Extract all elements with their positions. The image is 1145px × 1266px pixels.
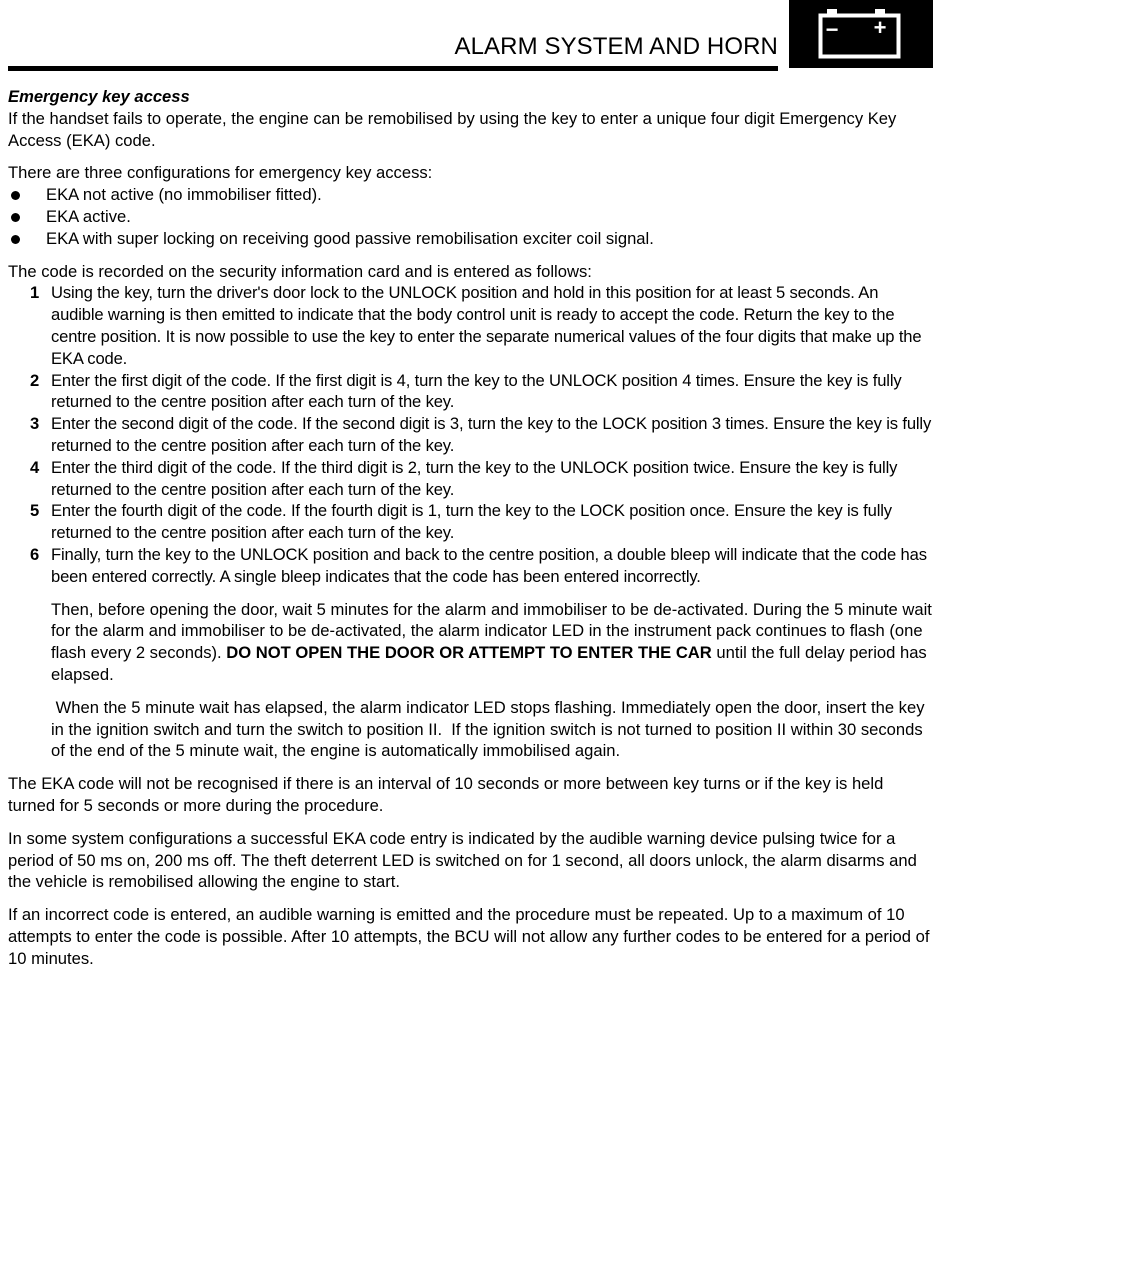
step-text: Enter the fourth digit of the code. If the fourth digit is 1, turn the key to the LOCK position once. Ensure the key is fully returned to the centre position after each turn of the key. [51,501,892,543]
steps-block [8,261,932,588]
list-item: EKA with super locking on receiving good passive remobilisation exciter coil signal. [8,228,932,250]
step-text: Enter the second digit of the code. If the second digit is 3, turn the key to the LOCK position 3 times. Ensure the key is fully returned to the centre position after each turn of the key. [51,414,932,455]
step-number: 3 [30,414,40,434]
step-item [8,500,932,544]
bullet-icon [11,213,20,222]
step-number: 6 [30,544,40,564]
config-block [8,162,932,249]
intro-paragraph: If the handset fails to operate, the engine can be remobilised by using the key to enter a unique four digit Emergency Key Access (EKA) code. [8,108,897,150]
step-item [8,282,932,369]
section-block [8,86,932,151]
elapsed-paragraph: When the 5 minute wait has elapsed, the alarm indicator LED stops flashing. Immediately open the door, insert the key in the ignition switch and turn the switch to position II. If the ignition switch is not turned to position II within 30 seconds of the end of the 5 minute wait, the engine is automatically immobilised again. [51,697,930,761]
list-item: EKA active. [8,206,932,228]
step-item [8,544,932,588]
interval-note: The EKA code will not be recognised if there is an interval of 10 seconds or more between key turns or if the key is held turned for 5 seconds or more during the procedure. [8,774,884,815]
step-item [8,370,932,414]
config-intro: There are three configurations for emergency key access: [8,163,433,183]
door-warning: DO NOT OPEN THE DOOR OR ATTEMPT TO ENTER THE CAR [226,643,712,663]
wait-paragraph: Then, before opening the door, wait 5 minutes for the alarm and immobiliser to be de-activated. During the 5 minute wait for the alarm and immobiliser to be de-activated, the alarm indicator LED in the instrument pack continues to flash (one flash every 2 seconds). DO NOT OPEN THE DOOR OR ATTEMPT TO ENTER THE CAR until the full delay period has elapsed. [51,599,932,684]
step-number: 2 [30,370,40,390]
bullet-icon [11,235,20,244]
list-item: EKA not active (no immobiliser fitted). [8,184,932,206]
step-number: 4 [30,457,40,477]
battery-plus-sign: + [873,15,887,40]
battery-minus-sign: − [825,17,839,42]
section-heading: Emergency key access [8,87,190,106]
bullet-icon [11,191,20,200]
steps-list [8,282,932,587]
page-title: ALARM SYSTEM AND HORN [454,33,778,60]
step-item [8,457,932,501]
step-number: 5 [30,501,40,521]
step-text: Enter the third digit of the code. If the third digit is 2, turn the key to the UNLOCK position twice. Ensure the key is fully returned to the centre position after each turn of the key. [51,457,898,499]
battery-icon [817,6,903,60]
config-list [8,184,932,249]
step-text: Finally, turn the key to the UNLOCK position and back to the centre position, a double bleep will indicate that the code has been entered correctly. A single bleep indicates that the code has been entered incorrectly. [51,544,927,586]
success-note: In some system configurations a successful EKA code entry is indicated by the audible warning device pulsing twice for a period of 50 ms on, 200 ms off. The theft deterrent LED is switched on for 1 second, all doors unlock, the alarm disarms and the vehicle is remobilised allowing the engine to start. [8,828,917,892]
header-rule [8,66,778,71]
step-text: Using the key, turn the driver's door lock to the UNLOCK position and hold in this position for at least 5 seconds. An audible warning is then emitted to indicate that the body control unit is ready to accept the code. Return the key to the centre position. It is now possible to use the key to enter the separate numerical values of the four digits that make up the EKA code. [51,283,922,368]
incorrect-code-note: If an incorrect code is entered, an audible warning is emitted and the procedure must be repeated. Up to a maximum of 10 attempts to enter the code is possible. After 10 attempts, the BCU will not allow any further codes to be entered for a period of 10 minutes. [8,905,930,968]
step-number: 1 [30,283,40,303]
section-badge [789,0,933,68]
step-item [8,413,932,457]
step-text: Enter the first digit of the code. If the first digit is 4, turn the key to the UNLOCK position 4 times. Ensure the key is fully returned to the centre position after each turn of the key. [51,370,902,412]
document-body [8,86,932,980]
steps-intro: The code is recorded on the security information card and is entered as follows: [8,261,592,281]
